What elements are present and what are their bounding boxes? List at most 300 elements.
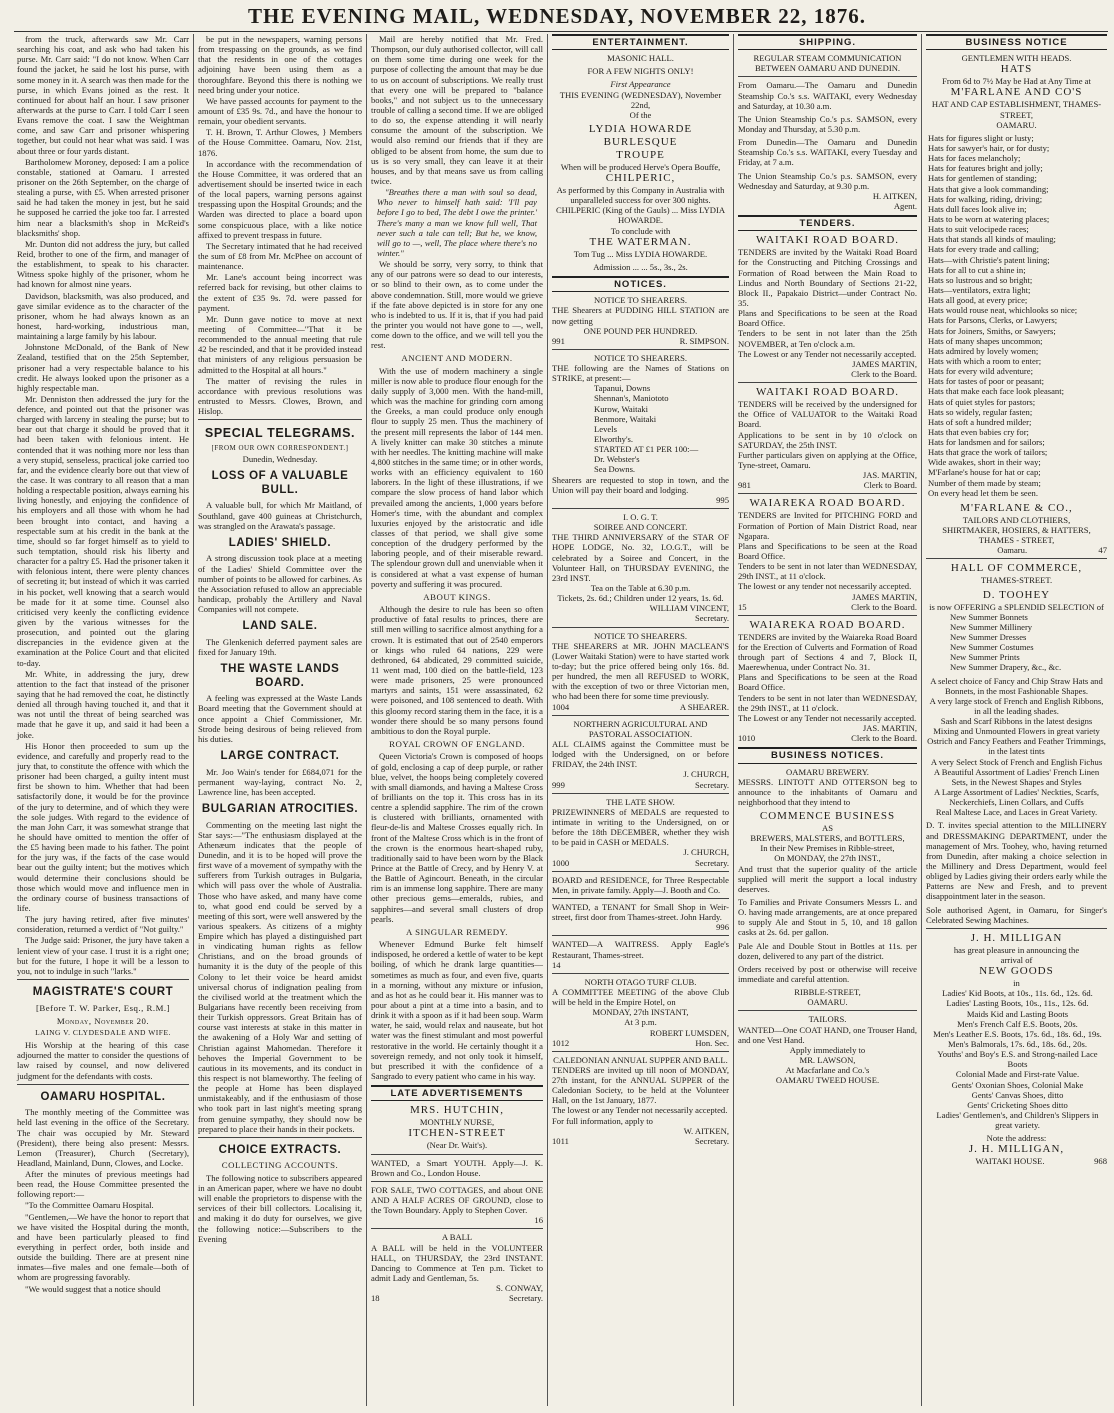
ad-body: The lowest or any tender not necessarily accepted. xyxy=(738,581,912,592)
ad-line: On MONDAY, the 27th INST., xyxy=(774,853,881,864)
column-rule xyxy=(193,34,194,1406)
list-item: Kurow, Waitaki xyxy=(594,403,648,414)
list-item: Hats for Joiners, Smiths, or Sawyers; xyxy=(928,325,1056,336)
list-item: Hats of quiet styles for pastors; xyxy=(928,396,1036,407)
list-item: Hats for tastes of poor or peasant; xyxy=(928,376,1044,387)
ad-line: Tea on the Table at 6.30 p.m. xyxy=(590,583,691,594)
ad-line: OAMARU. xyxy=(996,119,1037,130)
notice-title: TAILORS. xyxy=(808,1014,847,1025)
telegram-heading: LARGE CONTRACT. xyxy=(220,749,340,762)
ad-line: From 6d to 7½ May be Had at Any Time at xyxy=(942,76,1091,87)
ad-waitress: WANTED—A WAITRESS. Apply Eagle's Restaurant, Thames-street. xyxy=(552,939,729,960)
paragraph: A valuable bull, for which Mr Maitland, of Southland, gave 400 guineas at Christchurch, was strangled on the Arawata's passage. xyxy=(198,500,362,531)
ad-body: Plans and Specifications to be seen at the Road Board Office. xyxy=(738,308,917,329)
ad-number: 16 xyxy=(534,1215,543,1226)
paragraph: Mr. Joo Wain's tender for £684,071 for the permanent way-laying, contract No. 2, Lawrence line, has been accepted. xyxy=(198,766,362,797)
ad-line: MASONIC HALL. xyxy=(607,53,674,64)
telegrams-source: [FROM OUR OWN CORRESPONDENT.] xyxy=(211,443,349,452)
list-item: Colonial Made and First-rate Value. xyxy=(955,1069,1080,1080)
paragraph: Davidson, blacksmith, was also produced, and gave similar evidence as to the character of the prisoner, whom he had always known as an honest, hard-working, industrious man, maintaining a large family by his labour. xyxy=(17,290,189,342)
signature-role: Hon. Sec. xyxy=(695,1037,729,1048)
list-item: Hats would rouse neat, whichlooks so nice; xyxy=(928,305,1078,316)
ad-line: HAT AND CAP ESTABLISHMENT, THAMES-STREET, xyxy=(931,99,1102,120)
paragraph: Queen Victoria's Crown is composed of hoops of gold, enclosing a cap of deep purple, or rather blue, velvet, the hoops being completely covered with small diamonds, and having a Maltese Cross of brilliants on the top it. This cross has in its centre a splendid sapphire. The rim of the crown is clustered with brilliants, ornamented with fleur-de-lis and Maltese Crosses equally rich. In front of the Maltese Cross which is in the front of the crown is the enormous heart-shaped ruby, traditionally said to have been worn by the Black Prince at the Battle of Crecy, and by Henry V. at the Battle of Agincourt. Beneath, in the circular rim is an immense long sapphire. There are many other precious gems—emeralds, rubies, and sapphires—and several small clusters of drop pearls. xyxy=(371,751,543,924)
section-heading-magistrates-court: MAGISTRATE'S COURT xyxy=(32,985,174,998)
ad-line: COMMENCE BUSINESS xyxy=(759,810,896,823)
extract-title: COLLECTING ACCOUNTS. xyxy=(221,1160,339,1171)
ad-line: GENTLEMEN WITH HEADS. xyxy=(961,53,1072,64)
list-item: Hats all good, at every price; xyxy=(928,295,1028,306)
ad-body: Pale Ale and Double Stout in Bottles at 11s. per dozen, delivered to any part of the district. xyxy=(738,940,917,961)
list-item: Hats dull faces look alive in; xyxy=(928,203,1027,214)
ad-number: 1000 xyxy=(552,857,570,868)
ad-body: Plans and Specifications to be seen at the Road Board Office. xyxy=(738,672,917,693)
ad-line: THE WATERMAN. xyxy=(589,235,692,248)
court-case: LAING V. CLYDESDALE AND WIFE. xyxy=(35,1028,171,1038)
notice-title: I. O. G. T. xyxy=(623,512,658,523)
masthead-title: THE EVENING MAIL, WEDNESDAY, NOVEMBER 22, 1876. xyxy=(248,4,866,28)
ad-line: FOR A FEW NIGHTS ONLY! xyxy=(587,66,694,77)
paragraph: We should be sorry, very sorry, to think that any of our patrons were so dead to our interests, or so blind to their own, as to come under the above condemnation. Still, more would we grieve if the fate above depicted is in store for any one who is indebted to us. If it is, that if you had paid the printer you would not have gone to —, well, come down to the office, and we will tell you the rest. xyxy=(371,259,543,351)
ad-line: has great pleasure in announcing the xyxy=(953,944,1080,955)
divider xyxy=(926,928,1107,929)
paragraph: The following notice to subscribers appeared in an American paper, where we have no doubt will enable the proprietors to dispense with the services of their bill collectors. Localising it, and making it do duty for ourselves, we give the following notice:—Subscribers to the Evening xyxy=(198,1172,362,1244)
list-item: Hats for faces melancholy; xyxy=(928,153,1021,164)
ad-body: THE SHEARERS at MR. JOHN MACLEAN'S (Lower Waitaki Station) were to have started work to-day; but the price offered being only 16s. 8d. per hundred, the men all REFUSED to WORK, with the exception of two or three Victorian men, who had been there for some time previously. xyxy=(552,640,729,702)
paragraph: We have passed accounts for payment to the amount of £35 9s. 7d., and have the honour to remain, your obedient servants. xyxy=(198,95,362,127)
paragraph: The Judge said: Prisoner, the jury have taken a lenient view of your case. I trust it is a right one; but for the future, I hope it will be a lesson to you, not to indulge in such "larks." xyxy=(17,935,189,976)
ad-line: In their New Premises in Ribble-street, xyxy=(760,843,895,854)
list-item: Hats for features bright and jolly; xyxy=(928,163,1043,174)
ad-body: And trust that the superior quality of the article supplied will merit the support a local industry deserves. xyxy=(738,863,917,894)
list-item: Hats for figures slight or lusty; xyxy=(928,132,1034,143)
ad-line: MONTHLY NURSE, xyxy=(419,1117,495,1128)
section-heading-entertainment: ENTERTAINMENT. xyxy=(552,34,729,50)
ad-line: J. H. MILLIGAN, xyxy=(968,1143,1065,1156)
paragraph: Johnstone McDonald, of the Bank of New Zealand, testified that on the 25th September, prisoner had a very respectable balance to his credit. He always looked upon the prisoner as a highly respectable man. xyxy=(17,342,189,393)
ad-body: THE following are the Names of Stations on STRIKE, at present:— xyxy=(552,363,729,384)
notice-title: NORTHERN AGRICULTURAL AND PASTORAL ASSOCIATION. xyxy=(573,718,708,739)
ad-body: TENDERS are invited by the Waitaki Road Board for the Constructing and Pitching Crossings and Formation of Road between the Main Road to Lindus and North Boundary of Sections 21-22, Block II., Papakaio District—under Contract No. 35. xyxy=(738,247,917,309)
extract-title: ROYAL CROWN OF ENGLAND. xyxy=(389,739,525,750)
ad-line: THAMES - STREET, xyxy=(978,535,1055,546)
divider xyxy=(552,935,729,936)
ad-body: TENDERS are invited up till noon of MONDAY, 27th instant, for the ANNUAL SUPPER of the Caledonian Society, to be held at the Volunteer Hall, on the 1st January, 1877. xyxy=(552,1064,729,1106)
ad-line: Of the xyxy=(629,109,652,120)
list-item: Maids Kid and Lasting Boots xyxy=(966,1008,1069,1019)
telegram-heading: LOSS OF A VALUABLE BULL. xyxy=(211,470,349,496)
list-item: New Summer Prints xyxy=(950,652,1020,663)
divider xyxy=(738,615,917,616)
column-5 xyxy=(735,34,920,1406)
signature: R. SIMPSON. xyxy=(679,335,729,346)
list-item: Hats for every wild adventure; xyxy=(928,366,1033,377)
ad-body: ALL CLAIMS against the Committee must be lodged with the Undersigned, on or before FRIDAY, the 24th INST. xyxy=(552,738,729,770)
list-item: Hats of soft a hundred milder; xyxy=(928,416,1032,427)
list-item: Hats for landsmen and for sailors; xyxy=(928,437,1045,448)
signature: W. AITKEN, xyxy=(683,1125,729,1136)
ad-line: First Appearance xyxy=(610,79,671,90)
divider xyxy=(738,76,917,77)
ad-line: is now OFFERING a SPLENDID SELECTION of xyxy=(929,601,1104,612)
list-item: Hats so lustrous and so bright; xyxy=(928,274,1033,285)
list-item: Hats for Parsons, Clerks, or Lawyers; xyxy=(928,315,1058,326)
court-bench: [Before T. W. Parker, Esq., R.M.] xyxy=(35,1002,171,1013)
divider xyxy=(17,1084,189,1085)
signature: H. AITKEN, xyxy=(872,190,917,201)
column-1 xyxy=(14,34,192,1406)
ad-body: Applications to be sent in by 10 o'clock on SATURDAY, the 25th INST. xyxy=(738,429,917,450)
ad-body: THE Shearers at PUDDING HILL STATION are now getting xyxy=(552,305,729,326)
signature-role: Clerk to the Board. xyxy=(851,601,917,612)
ad-body: The lowest or any Tender not necessarily accepted. xyxy=(552,1105,728,1116)
list-item: Levels xyxy=(594,423,617,434)
list-item: Hats for every trade and calling; xyxy=(928,244,1039,255)
signature: J. CHURCH, xyxy=(683,769,729,780)
paragraph: Bartholomew Moroney, deposed: I am a police constable, stationed at Oamaru. I arrested prisoner on the 26th September, on the charge of stealing a purse, with £5. When arrested prisoner said he had taken the money in jest, but he said he supposed he carried the joke too far. I arrested him near a blacksmith's shop in McReid's blacksmiths' shop. xyxy=(17,156,189,238)
court-date: Monday, November 20. xyxy=(56,1015,150,1026)
ad-line: NEW GOODS xyxy=(979,965,1054,978)
ad-line: Admission ... ... 5s., 3s., 2s. xyxy=(593,261,688,272)
telegram-heading: THE WASTE LANDS BOARD. xyxy=(220,663,340,689)
telegram-heading: LADIES' SHIELD. xyxy=(228,536,332,549)
section-heading-shipping: SHIPPING. xyxy=(738,34,917,50)
paragraph: "Gentlemen,—We have the honor to report that we have visited the Hospital during the month, and have been particularly pleased to find everything in perfect order, both inside and outside the building. There are at present nine inmates—five males and one female—both of whom are progressing favorably. xyxy=(17,1211,189,1283)
paragraph: Mr. Dunn gave notice to move at next meeting of Committee—"That it be recommended to the annual meeting that rule 42 be rescinded, and that it be provided instead that ministers of any religious persuasion be admitted to the Hospital at all hours." xyxy=(198,313,362,375)
ad-body: Tenders to be sent in not later than WEDNESDAY, 29th INST., at 11 o'clock. xyxy=(738,561,917,582)
ad-line: HATS xyxy=(1000,63,1033,76)
list-item: Hats that make each face look pleasant; xyxy=(928,386,1065,397)
column-rule xyxy=(733,34,734,1406)
notice-title: OAMARU BREWERY. xyxy=(786,766,869,777)
list-item: M'Farlane's house for hat or cap; xyxy=(928,467,1041,478)
list-item: Elworthy's. xyxy=(594,434,634,445)
ad-body: Shearers are requested to stop in town, and the Union will pay their board and lodging. xyxy=(552,474,729,495)
hats-list xyxy=(926,133,1107,498)
ad-body: THE THIRD ANNIVERSARY of the STAR OF HOPE LODGE, No. 32, I.O.G.T., will be celebrated by a Soiree and Concert, in the Volunteer Hall, on THURSDAY EVENING, the 23rd INST. xyxy=(552,532,729,583)
divider xyxy=(371,1181,543,1182)
ad-number: 996 xyxy=(716,922,729,933)
column-2 xyxy=(195,34,365,1406)
paragraph: Mr. Denniston then addressed the jury for the defence, and pointed out that the prisoner was charged with larceny in stealing the purse; but to bear out that charge it should be proved that it had been taken with felonious intent. He contended that it was nothing more nor less than a very stupid, senseless, practical joke carried too far, and the evidence clearly bore out that view of the case. It was contrary to all reason that a man holding a respectable position, always earning his living honestly, and enjoying the confidence of his employers and all those with whom he had been brought into contact, and having a respectable sum at his credit in the bank at the time, should so far forget himself as to yield to such temptation, should risk his liberty and character for a paltry £5. Had the prisoner taken it with felonious intent, there were plenty chances of secreting it; but instead of which it was carried in his pocket, well knowing that a search would be made for it at some time. Counsel also criticised very keenly the conflicting evidence given by the various witnesses for the prosecution, and pointed out the glaring discrepancies in the evidence given at the examination at the Police Court and that elicited to-day. xyxy=(17,393,189,668)
ad-line: (Near Dr. Wait's). xyxy=(426,1140,488,1151)
list-item: Hats for all to cut a shine in; xyxy=(928,264,1026,275)
notice-title: WAITAKI ROAD BOARD. xyxy=(755,386,900,399)
list-item: Hats with which a room to enter; xyxy=(928,355,1042,366)
ad-number: 1012 xyxy=(552,1037,570,1048)
list-item: Hats for sawyer's hair, or for dusty; xyxy=(928,142,1050,153)
list-item: Hats for walking, riding, driving; xyxy=(928,193,1043,204)
divider xyxy=(552,1051,729,1052)
divider xyxy=(552,715,729,716)
paragraph: T. H. Brown, T. Arthur Clowes, } Members of the House Committee. Oamaru, Nov. 21st, 1876. xyxy=(198,127,362,158)
list-item: New Summer Costumes xyxy=(950,642,1034,653)
ad-line: Sash and Scarf Ribbons in the latest designs xyxy=(940,716,1093,727)
ad-sale: FOR SALE, TWO COTTAGES, and about ONE AND A HALF ACRES OF GROUND, close to the Town Boundary. Apply to Stephen Cover. xyxy=(371,1184,543,1216)
ad-line: TROUPE xyxy=(616,148,665,161)
ad-body: From Oamaru.—The Oamaru and Dunedin Steamship Co.'s s.s. WAITAKI, every Wednesday and Saturday, at 10.30 a.m. xyxy=(738,80,917,111)
section-heading-business-notices: BUSINESS NOTICES. xyxy=(738,747,917,763)
ad-body: The Lowest or any Tender not necessarily accepted. xyxy=(738,712,917,723)
ad-body: TENDERS are Invited for PITCHING FORD and Formation of Portion of Main District Road, near Ngapara. xyxy=(738,510,917,541)
paragraph: The monthly meeting of the Committee was held last evening in the office of the Secretary. The chair was occupied by Mr. Steward (President), there being also present: Messrs. Lemon (Treasurer), Church (Secretary), Headland, Mainland, Dunn, Clowes, and Locke. xyxy=(17,1107,189,1168)
extract-title: ABOUT KINGS. xyxy=(423,591,491,602)
list-item: STARTED AT £1 PER 100:— xyxy=(594,444,699,455)
ad-line: THAMES-STREET. xyxy=(980,575,1053,586)
ad-line: A very Select Stock of French and English Fichus xyxy=(930,756,1103,767)
paragraph: be put in the newspapers, warning persons from trespassing on the grounds, as we find that the residents in one of the cottages adjoining have been using them as a thoroughfare. Beyond this there is nothing we need bring under your notice. xyxy=(198,34,362,95)
ad-line: RIBBLE-STREET, xyxy=(794,987,861,998)
paragraph: Mr. Lane's account being incorrect was referred back for revising, but other claims to the extent of £35 9s. 7d. were passed for payment. xyxy=(198,272,362,313)
signature: JAS. MARTIN, xyxy=(862,723,917,734)
section-heading-notices: NOTICES. xyxy=(552,276,729,292)
ad-body: The Union Steamship Co.'s p.s. SAMSON, every Wednesday and Saturday, at 9.30 p.m. xyxy=(738,170,917,191)
notice-title: CALEDONIAN ANNUAL SUPPER AND BALL. xyxy=(553,1054,728,1065)
ad-body: MESSRS. LINTOTT AND OTTERSON beg to announce to the inhabitants of Oamaru and neighborhood that they intend to xyxy=(738,776,917,807)
ad-number: 1010 xyxy=(738,733,756,744)
paragraph: Mr. White, in addressing the jury, drew attention to the fact that instead of the prisoner saying that he had removed the coat, he distinctly denied all through having touched it, and that it was not until the threat of being searched was made that he gave it up, and said it had been a joke. xyxy=(17,668,189,740)
column-rule xyxy=(921,34,922,1406)
list-item: New Summer Dresses xyxy=(950,631,1027,642)
column-3 xyxy=(368,34,546,1406)
divider xyxy=(198,419,362,420)
ad-number: 991 xyxy=(552,335,565,346)
ad-number: 18 xyxy=(371,1293,380,1304)
list-item: Hats to suit velocipede races; xyxy=(928,224,1029,235)
divider xyxy=(371,1228,543,1229)
list-item: Men's Balmorals, 17s. 6d., 18s. 6d., 20s. xyxy=(947,1038,1088,1049)
signature-role: Agent. xyxy=(893,201,917,212)
divider xyxy=(926,558,1107,559)
list-item: Wide awakes, short in their way; xyxy=(928,457,1041,468)
ad-line: M'FARLANE & CO., xyxy=(960,501,1073,514)
paragraph: "We would suggest that a notice should xyxy=(25,1283,161,1294)
ad-line: Real Maltese Lace, and Laces in Great Variety. xyxy=(935,807,1098,818)
ad-line: ITCHEN-STREET xyxy=(408,1127,506,1140)
boots-list xyxy=(926,988,1107,1130)
ad-youth: WANTED, a Smart YOUTH. Apply—J. K. Brown and Co., London House. xyxy=(371,1157,543,1178)
paragraph: from the truck, afterwards saw Mr. Carr searching his coat, and ask who had taken his purse. Mr. Carr said: "I do not know. When Carr found the jacket, he said he lost his purse, with some money in it. A search was then made for the purse, in which Evans joined as the rest. It continued for about half an hour. I saw prisoner afterwards at the purse to Carr. I told Carr I seen Evans remove the coat. I saw the Weightman come, and saw Carr and prisoner whispering together, but could not hear what was said. I was about three or four yards distant. xyxy=(17,34,189,156)
section-heading-hospital: OAMARU HOSPITAL. xyxy=(40,1090,166,1103)
list-item: Gents' Canvas Shoes, ditto xyxy=(971,1089,1064,1100)
signature-role: Clerk to Board. xyxy=(863,480,917,491)
divider xyxy=(552,973,729,974)
ad-body: The Union Steamship Co.'s p.s. SAMSON, every Monday and Thursday, at 5.30 p.m. xyxy=(738,113,917,135)
list-item: New Summer Millinery xyxy=(950,621,1033,632)
ad-body: TENDERS are invited by the Waiareka Road Board for the Erection of Culverts and Formation of Road through part of Sections 4 and 7, Block II, Maerewhenua, under Contract No. 31. xyxy=(738,631,917,673)
masthead-rule xyxy=(14,31,1108,32)
list-item: Ladies' Lasting Boots, 10s., 11s., 12s. 6d. xyxy=(946,998,1089,1009)
divider xyxy=(738,493,917,494)
ad-ball: A BALL will be held in the VOLUNTEER HALL, on THURSDAY, the 23rd INSTANT. Dancing to Commence at Ten p.m. Ticket to admit Lady and Gentleman, 5s. xyxy=(371,1242,543,1283)
ad-body: The Lowest or any Tender not necessarily accepted. xyxy=(738,348,917,359)
ad-line: Tickets, 2s. 6d.; Children under 12 years, 1s. 6d. xyxy=(557,593,724,604)
signature: WILLIAM VINCENT, xyxy=(649,603,729,614)
ad-body: WANTED—One COAT HAND, one Trouser Hand, and one Vest Hand. xyxy=(738,1024,917,1045)
ad-line: When will be produced Herve's Opera Bouffe, xyxy=(560,161,721,172)
list-item: Shennan's, Maniototo xyxy=(594,393,669,404)
ad-line: SHIRTMAKER, HOSIERS, & HATTERS, xyxy=(942,525,1091,536)
list-item: Gents' Cricketing Shoes ditto xyxy=(967,1099,1068,1110)
ad-body: Sole authorised Agent, in Oamaru, for Singer's Celebrated Sewing Machines. xyxy=(926,904,1107,925)
signature: JAMES MARTIN, xyxy=(852,591,917,602)
ad-body: A COMMITTEE MEETING of the above Club will be held in the Empire Hotel, on xyxy=(552,986,729,1008)
divider xyxy=(552,898,729,899)
ad-body: Further particulars given on applying at the Office, Tyne-street, Oamaru. xyxy=(738,449,917,470)
ad-body: For full information, apply to xyxy=(552,1115,653,1126)
divider xyxy=(552,793,729,794)
ad-number: 15 xyxy=(738,601,747,612)
ad-number: 14 xyxy=(552,959,561,970)
paragraph: After the minutes of previous meetings had been read, the House Committee presented the following report:— xyxy=(17,1169,189,1200)
paragraph: The jury having retired, after five minutes' consideration, returned a verdict of "Not guilty." xyxy=(17,914,189,935)
notice-title: NOTICE TO SHEARERS. xyxy=(593,295,688,306)
ad-body: TENDERS will be received by the undersigned for the Office of VALUATOR to the Waitaki Road Board. xyxy=(738,399,917,430)
list-item: Hats so widely, regular fasten; xyxy=(928,406,1033,417)
ad-line: At Macfarlane and Co.'s xyxy=(785,1065,870,1076)
ad-body: Tenders to be sent in not later than the 25th NOVEMBER, at Ten o'clock a.m. xyxy=(738,328,917,349)
ad-line: AS xyxy=(822,823,833,834)
paragraph: The Glenkenich deferred payment sales are fixed for January 19th. xyxy=(198,636,362,657)
ad-line: ONE POUND PER HUNDRED. xyxy=(583,325,698,336)
section-heading-late-ads: LATE ADVERTISEMENTS xyxy=(371,1085,543,1101)
ad-line: MRS. HUTCHIN, xyxy=(410,1104,504,1117)
telegrams-dateline: Dunedin, Wednesday. xyxy=(242,454,318,465)
list-item: Men's Leather E.S. Boots, 17s. 6d., 18s. 6d., 19s. xyxy=(933,1028,1102,1039)
poem: "Breathes there a man with soul so dead, Who never to himself hath said: 'I'll pay before I go to bed, The debt I owe the printer.' There's many a man we know full well, That never such a tale can tell; But he, we know, will go to —, well, The place where there's no winter." xyxy=(377,187,537,258)
column-4 xyxy=(549,34,732,1406)
paragraph: His Honor then proceeded to sum up the evidence, and carefully and properly read to the jury that, to constitute the offence with which the prisoner had been charged, a guilty intent must first be shown to him. Whether that had been satisfactorily done, it would be for the province of the jury to determine, and of which they were the sole judges. With regard to the evidence of the man John Carr, it was somewhat strange that he should have omitted to mention the offer of the £5 having been made to his father. The point for the jury was, if the facts of the case would bear out the guilty intent; but the motives which would determine their conclusions should be those which would move and influence men in the ordinary course of business transactions of life. xyxy=(17,740,189,913)
telegram-heading: LAND SALE. xyxy=(242,620,318,633)
ad-line: A Large Assortment of Ladies' Neckties, Scarfs, Neckerchiefs, Linen Collars, and Cuffs xyxy=(933,787,1100,808)
ad-line: arrival of xyxy=(1000,954,1033,965)
list-item: Ladies' Kid Boots, at 10s., 11s. 6d., 12s. 6d. xyxy=(942,988,1093,999)
list-item: Hats that grace the work of tailors; xyxy=(928,447,1048,458)
paragraph: Commenting on the meeting last night the Star says:—"The enthusiasm displayed at the Athenæum indicates that the people of Dunedin, and it is to be hoped will prove the first wave of a movement of sympathy with the sufferers from Turkish outrages in Bulgaria, which will pass over the whole of Australia. Those who have asked, and many have come to, what good end could be served by a meeting of this sort, were well answered by the various speakers. As citizens of a mighty Empire which has played a distinguished part in vindicating human rights as fellow Christians, and on the broad grounds of humanity it is the duty of the people of this Colony to let their voice be heard amidst universal chorus of indignation pealing from the civilised world at the treatment which the Bulgarians have recently been receiving from their Turkish oppressors. Great Britain has of course vast interests at stake in this matter in the awakening of a Holy War and setting of Christian against Mahomedan. Therefore it behoves the Imperial Government to be cautious in its movements, and its conduct in this respect is not blameworthy. The feeling of the people at Home has been displayed unmistakeably, and if the enthusiasm of those who took part in last night's meeting sprang from genuine sympathy, they should now be prepared to place their hands in their pockets. xyxy=(198,819,362,1134)
paragraph: Although the desire to rule has been so often productive of fatal results to princes, there are still men willing to sacrifice almost anything for a crown. It is estimated that out of 2540 emperors or kings who ruled 64 nations, 229 were dethroned, 64 abdicated, 29 committed suicide, 11 went mad, 100 died on the battle-field, 123 were made prisoners, 25 were pronounced martyrs and saints, 151 were assassinated, 62 were poisoned, and 108 sentenced to death. With this gloomy record staring them in the face, it is a wonder there should be so many persons found ambitious to don the Royal purple. xyxy=(371,604,543,736)
divider xyxy=(738,382,917,383)
ad-line: Note the address: xyxy=(986,1133,1047,1144)
divider xyxy=(371,1154,543,1155)
ad-body: D. T. invites special attention to the MILLINERY and DRESSMAKING DEPARTMENT, under the management of Mrs. Toohey, who, having returned from Dunedin, after making a choice selection in the Millinery and Dress Department, would feel obliged by Ladies giving their orders early while the Patterns are New and Fresh, and to prevent disappointment later in the season. xyxy=(926,820,1107,902)
notice-title: NORTH OTAGO TURF CLUB. xyxy=(584,976,697,987)
ad-line: in xyxy=(1013,978,1020,989)
ad-line: OAMARU. xyxy=(807,997,848,1008)
list-item: Hats to be worn at watering places; xyxy=(928,213,1050,224)
ad-line: Mixing and Unmounted Flowers in great variety xyxy=(933,726,1100,737)
ad-line: CHILPERIC, xyxy=(605,172,676,185)
list-item: Number of them made by steam; xyxy=(928,477,1041,488)
signature: J. CHURCH, xyxy=(683,847,729,858)
ad-line: WAITAKI HOUSE. xyxy=(975,1156,1045,1167)
notice-title: WAITAKI ROAD BOARD. xyxy=(755,234,900,247)
column-rule xyxy=(366,34,367,1406)
list-item: Gents' Oxonian Shoes, Colonial Make xyxy=(951,1079,1084,1090)
extract-title: A SINGULAR REMEDY. xyxy=(406,926,508,937)
list-item: Hats of many shapes uncommon; xyxy=(928,335,1043,346)
ad-line: CHILPERIC (King of the Gauls) ... Miss LYDIA HOWARDE. xyxy=(555,205,726,226)
ad-line: A very large stock of French and English Ribbons, in all the leading shades. xyxy=(929,695,1104,716)
signature-role: Secretary. xyxy=(694,613,729,624)
signature: ROBERT LUMSDEN, xyxy=(649,1027,729,1038)
list-item: Hats that give a look commanding; xyxy=(928,183,1049,194)
list-item: Dr. Webster's xyxy=(594,454,640,465)
ad-number: 1011 xyxy=(552,1135,569,1146)
ad-board: BOARD and RESIDENCE, for Three Respectable Men, in private family. Apply—J. Booth and Co. xyxy=(552,874,729,895)
section-heading-telegrams: SPECIAL TELEGRAMS. xyxy=(204,426,356,441)
paragraph: A strong discussion took place at a meeting of the Ladies' Shield Committee over the number of points to be allowed for carbines. As the Association refused to allow an appreciable handicap, probably the Artillery and Naval Companies will not compete. xyxy=(198,553,362,615)
list-item: Ladies' Gentlemen's, and Children's Slippers in great variety. xyxy=(936,1109,1099,1131)
telegram-heading: BULGARIAN ATROCITIES. xyxy=(201,802,359,815)
section-heading-business-notice: BUSINESS NOTICE xyxy=(926,34,1107,50)
ad-tenant: WANTED, a TENANT for Small Shop in Weir-street, first door from Thames-street. John Hardy. xyxy=(552,901,729,923)
ad-line: At 3 p.m. xyxy=(624,1017,657,1028)
paragraph: The Secretary intimated that he had received the sum of £8 from Mr. McPhee on account of maintenance. xyxy=(198,240,362,272)
trial-report xyxy=(17,34,189,976)
divider xyxy=(198,1137,362,1138)
ad-body: Orders received by post or otherwise will receive immediate and careful attention. xyxy=(738,963,917,984)
list-item: Hats that stands all kinds of mauling; xyxy=(928,234,1056,245)
notice-title: NOTICE TO SHEARERS. xyxy=(593,352,688,363)
signature-role: Secretary. xyxy=(694,779,729,790)
ad-line: Oamaru. xyxy=(997,545,1028,556)
ad-line: THIS EVENING (WEDNESDAY), November 22nd, xyxy=(559,89,722,110)
section-heading-extracts: CHOICE EXTRACTS. xyxy=(218,1143,342,1156)
list-item: Hats—with Christie's patent lining; xyxy=(928,254,1050,265)
divider xyxy=(552,871,729,872)
ad-body: PRIZEWINNERS of MEDALS are requested to intimate in writing to the Undersigned, on or before the 18th DECEMBER, whether they wish to be paid in CASH or MEDALS. xyxy=(552,806,729,848)
ad-number: 968 xyxy=(1094,1156,1107,1167)
ad-body: From Dunedin—The Oamaru and Dunedin Steamship Co.'s s.s. WAITAKI, every Tuesday and Friday, at 7 a.m. xyxy=(738,137,917,168)
divider xyxy=(552,627,729,628)
list-item: Hats for gentlemen of standing; xyxy=(928,173,1037,184)
notice-title: THE LATE SHOW. xyxy=(606,796,675,807)
ad-line: M'FARLANE AND CO'S xyxy=(950,86,1083,99)
divider xyxy=(17,979,189,980)
notice-title: WAIAREKA ROAD BOARD. xyxy=(749,618,906,631)
list-item: Hats—ventilators, extra light; xyxy=(928,284,1031,295)
paragraph: "To the Committee Oamaru Hospital. xyxy=(25,1200,154,1211)
signature: JAS. MARTIN, xyxy=(862,470,917,481)
signature-role: Clerk to the Board. xyxy=(851,369,917,380)
list-item: Tapanui, Downs xyxy=(594,383,651,394)
divider xyxy=(738,1010,917,1011)
paragraph: Whenever Edmund Burke felt himself indisposed, he ordered a kettle of water to be kept boiling, of which he drank large quantities—sometimes as much as four, and even five, quarts in a morning, without any mixture or infusion, and as hot as he could bear it. His manner was to pour about a pint at a time into a basin, and to drink it with a spoon as if it had been soup. Warm water, he said, would relax and nauseate, but hot water was the finest stimulant and most powerful restorative in the world. He certainly thought it a sovereign remedy, and not only took it himself, but prescribed it with the confidence of a Sangrado to every patient who came in his way. xyxy=(371,939,543,1081)
ad-line: BREWERS, MALSTERS, and BOTTLERS, xyxy=(750,833,905,844)
ad-line: J. H. MILLIGAN xyxy=(970,931,1063,944)
ad-line: HALL OF COMMERCE, xyxy=(950,562,1083,575)
signature-role: Secretary. xyxy=(694,1135,729,1146)
ad-line: Apply immediately to xyxy=(789,1044,866,1055)
ad-number: 47 xyxy=(1098,545,1107,556)
ad-body: Tenders to be sent in not later than WEDNESDAY, the 29th INST., at 11 o'clock. xyxy=(738,692,917,713)
extract-title: ANCIENT AND MODERN. xyxy=(401,353,513,364)
divider xyxy=(552,349,729,350)
list-item: Sea Downs. xyxy=(594,464,636,475)
paragraph: With the use of modern machinery a single miller is now able to produce flour enough for the daily supply of 3,000 men. With the hand-mill, which was the machine for grinding corn among the Greeks, a man could produce only enough flour to supply 25 men. Thus the machinery of the present mill represents the labor of 144 men. A lively knitter can make 30 stitches a minute with her needles. The knitting machine will make 4,800 stitches in the same time; or in other words, works with an efficiency equivalent to 160 laborers. In the light of these illustrations, if we compare the slow process of hand labor which prevailed among the ancients, 1,000 years before Homer's time, with the abundant and complex luxuries enjoyed by the aristocratic and idle classes of that period, we shall give some conception of the drudgery performed by the laboring people, and of their miserable reward. The splendour grown dull and unenviable when it is considered at what a vast expense of human poverty and suffering it was procured. xyxy=(371,365,543,589)
ad-number: 995 xyxy=(716,494,729,505)
list-item: Hats that even babies cry for; xyxy=(928,426,1029,437)
ad-number: 1004 xyxy=(552,701,570,712)
section-heading-tenders: TENDERS. xyxy=(738,215,917,231)
ad-line: MONDAY, 27th INSTANT, xyxy=(592,1007,689,1018)
list-item: Hats admired by lovely women; xyxy=(928,345,1039,356)
signature-role: Clerk to the Board. xyxy=(851,733,917,744)
ad-line: A Beautiful Assortment of Ladies' French Linen Sets, in the Newest Shapes and Styles xyxy=(933,766,1100,787)
paragraph: Mr. Dunton did not address the jury, but called Reid, brother to one of the firm, and manager of the establishment, to speak to his character. Witness spoke highly of the prisoner, whom he had known for almost nine years. xyxy=(17,238,189,290)
station-list xyxy=(552,383,729,474)
divider xyxy=(552,508,729,509)
